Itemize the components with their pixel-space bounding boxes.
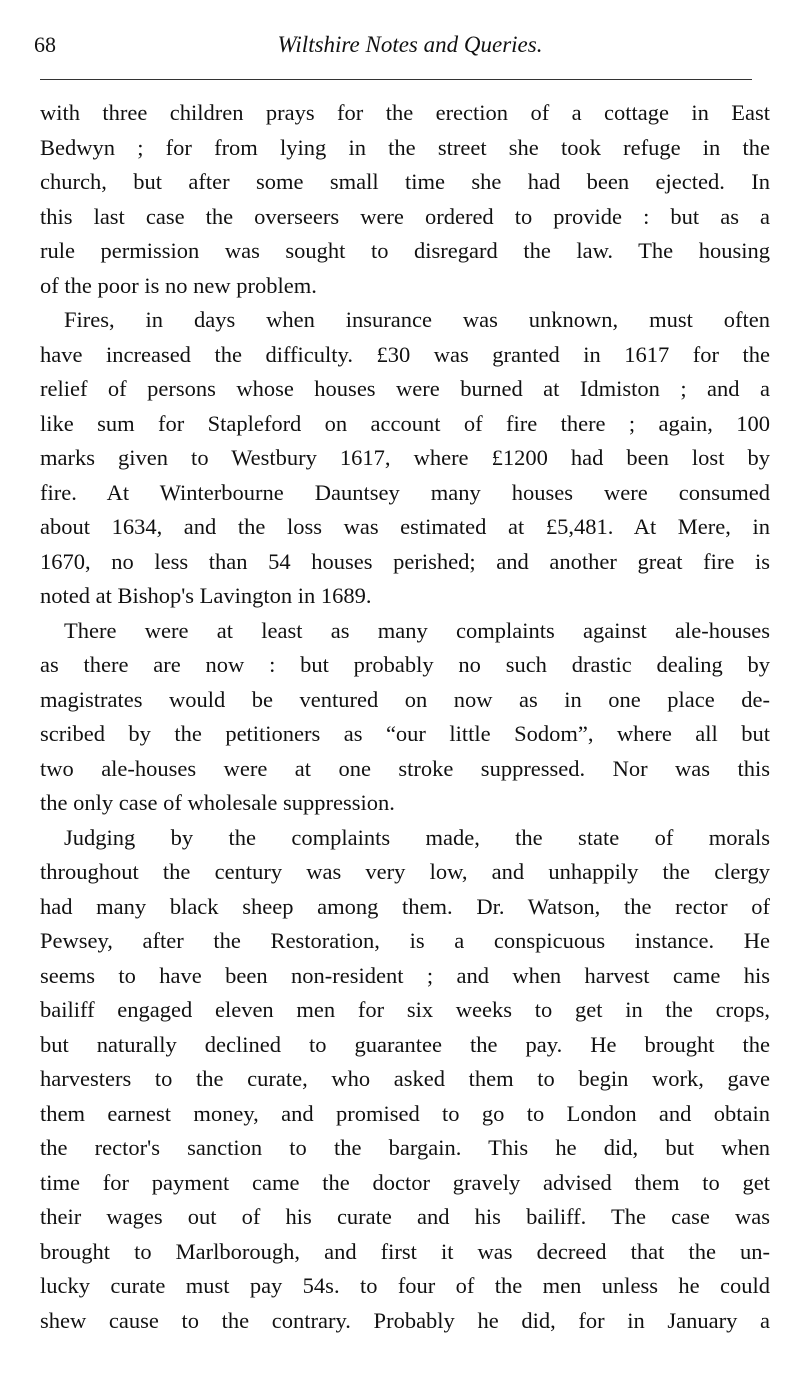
text-line: had many black sheep among them. Dr. Watson, the rector of: [40, 893, 770, 919]
text-line: time for payment came the doctor gravely advised them to get: [40, 1169, 770, 1195]
text-line: like sum for Stapleford on account of fire there ; again, 100: [40, 410, 770, 436]
text-line: Judging by the complaints made, the state of morals: [64, 824, 770, 850]
text-line: two ale-houses were at one stroke suppressed. Nor was this: [40, 755, 770, 781]
text-line: throughout the century was very low, and unhappily the clergy: [40, 859, 770, 884]
text-line: Bedwyn ; for from lying in the street she took refuge in the: [40, 134, 770, 160]
text-line: lucky curate must pay 54s. to four of the men unless he could: [40, 1273, 770, 1298]
text-line: brought to Marlborough, and first it was decreed that the un-: [40, 1238, 770, 1264]
text-line: with three children prays for the erection of a cottage in East: [40, 100, 770, 125]
text-line: the rector's sanction to the bargain. This he did, but when: [40, 1135, 770, 1160]
text-line: church, but after some small time she had been ejected. In: [40, 169, 770, 194]
text-line: bailiff engaged eleven men for six weeks to get in the crops,: [40, 997, 770, 1022]
text-line: Fires, in days when insurance was unknown, must often: [64, 307, 770, 332]
text-line: marks given to Westbury 1617, where £1200 had been lost by: [40, 445, 770, 470]
text-line: as there are now : but probably no such drastic dealing by: [40, 652, 770, 677]
text-line: Pewsey, after the Restoration, is a conspicuous instance. He: [40, 928, 770, 953]
text-line: 1670, no less than 54 houses perished; and another great fire is: [40, 548, 770, 574]
text-line: them earnest money, and promised to go to London and obtain: [40, 1100, 770, 1126]
text-line: about 1634, and the loss was estimated at £5,481. At Mere, in: [40, 514, 770, 539]
text-line: harvesters to the curate, who asked them to begin work, gave: [40, 1066, 770, 1091]
text-line: of the poor is no new problem.: [40, 272, 317, 298]
text-line: seems to have been non-resident ; and when harvest came his: [40, 962, 770, 988]
text-line: fire. At Winterbourne Dauntsey many houses were consumed: [40, 479, 770, 505]
text-line: their wages out of his curate and his bailiff. The case was: [40, 1204, 770, 1229]
text-line: this last case the overseers were ordered to provide : but as a: [40, 203, 770, 229]
text-line: have increased the difficulty. £30 was granted in 1617 for the: [40, 341, 770, 367]
text-line: shew cause to the contrary. Probably he did, for in January a: [40, 1307, 770, 1333]
header-rule: [40, 79, 752, 80]
text-line: scribed by the petitioners as “our little Sodom”, where all but: [40, 721, 770, 746]
text-line: but naturally declined to guarantee the pay. He brought the: [40, 1031, 770, 1057]
text-line: rule permission was sought to disregard the law. The housing: [40, 238, 770, 263]
body-text: [40, 96, 770, 1338]
text-line: noted at Bishop's Lavington in 1689.: [40, 583, 372, 608]
text-line: There were at least as many complaints against ale-houses: [64, 617, 770, 643]
running-title: Wiltshire Notes and Queries.: [277, 32, 543, 57]
text-line: relief of persons whose houses were burned at Idmiston ; and a: [40, 376, 770, 401]
text-line: magistrates would be ventured on now as in one place de-: [40, 686, 770, 712]
page-number: 68: [34, 32, 56, 57]
text-line: the only case of wholesale suppression.: [40, 790, 395, 815]
